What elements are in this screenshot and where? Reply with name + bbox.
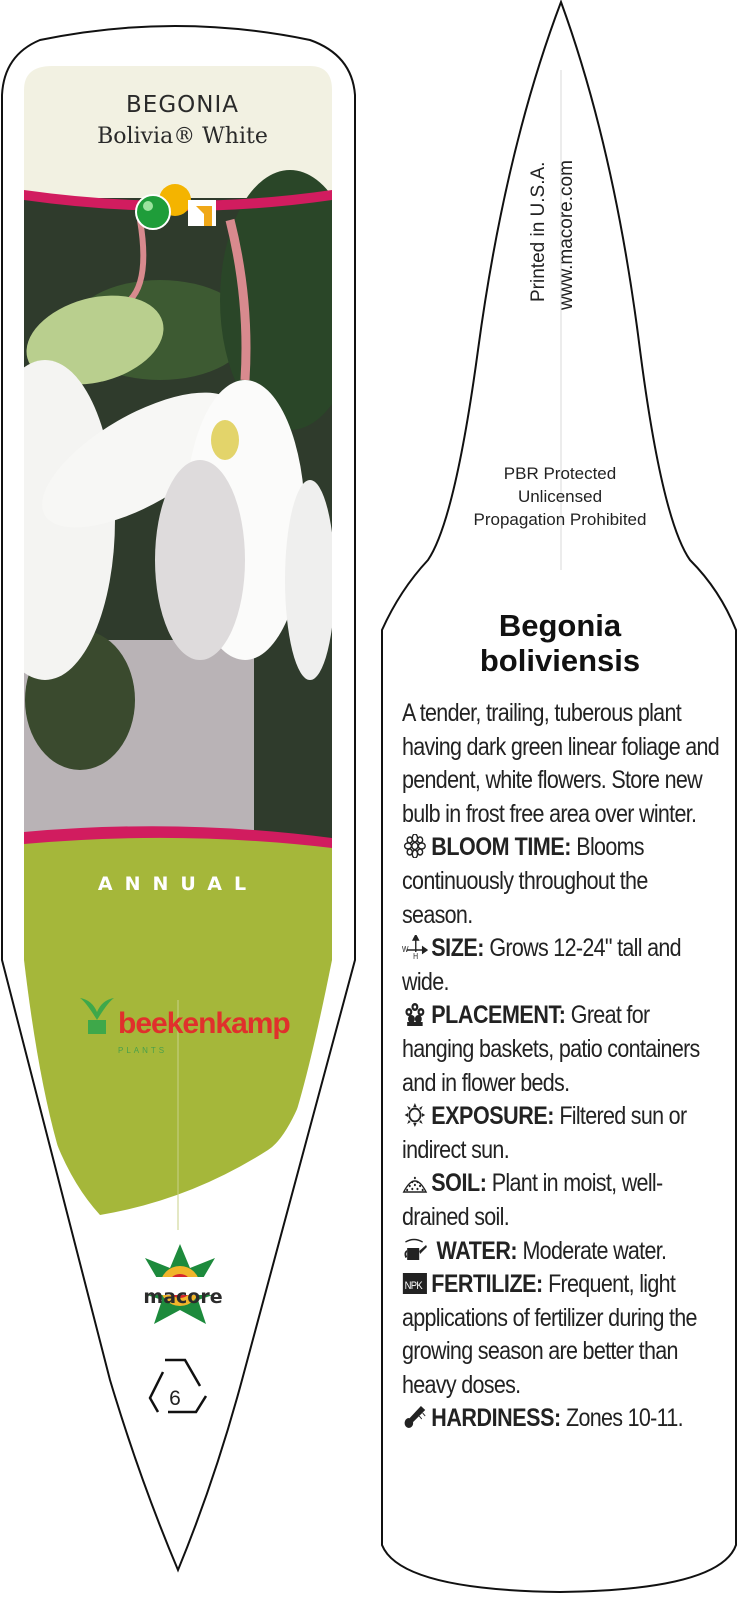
care-item xyxy=(402,999,722,1100)
size-icon xyxy=(402,935,428,959)
pbr-notice xyxy=(440,462,680,531)
pbr-line-1: PBR Protected xyxy=(503,464,617,483)
pbr-line-3: Propagation Prohibited xyxy=(473,510,647,529)
species-epithet: boliviensis xyxy=(479,643,641,678)
svg-text:NPK: NPK xyxy=(404,1280,422,1293)
brand-name: beekenkamp xyxy=(118,1007,290,1040)
care-item xyxy=(402,1402,722,1436)
url-line: www.macore.com xyxy=(556,160,577,310)
plant-size-icon xyxy=(188,200,216,226)
care-text: Grows 12-24" tall and wide. xyxy=(402,934,681,996)
recycle-number: 6 xyxy=(169,1387,181,1410)
variety-name: Bolivia® White xyxy=(97,124,268,149)
description: A tender, trailing, tuberous plant having dark green linear foliage and pendent, white flowers. Store new bulb in frost free area over winter. xyxy=(402,699,720,828)
brand-subtitle: PLANTS xyxy=(118,1046,168,1055)
care-item xyxy=(402,1268,722,1402)
care-text: Filtered sun or indirect sun. xyxy=(402,1102,687,1164)
print-line: Printed in U.S.A. xyxy=(528,161,549,302)
flower-icon xyxy=(402,834,428,858)
care-item xyxy=(402,1100,722,1167)
care-label: HARDINESS: xyxy=(431,1404,561,1433)
npk-icon xyxy=(402,1271,428,1295)
placement-icon xyxy=(402,1002,428,1026)
soil-icon xyxy=(402,1170,428,1194)
thermometer-icon xyxy=(402,1405,428,1429)
care-item xyxy=(402,1235,722,1269)
svg-text:W: W xyxy=(402,944,408,955)
care-item xyxy=(402,831,722,932)
care-text: Moderate water. xyxy=(522,1236,667,1265)
care-text: Frequent, light applications of fertilizer during the growing season are better than heavy doses. xyxy=(402,1270,697,1399)
care-label: SOIL: xyxy=(431,1169,487,1198)
plant-name: BEGONIA xyxy=(126,92,239,118)
care-label: EXPOSURE: xyxy=(431,1102,555,1131)
pbr-line-2: Unlicensed xyxy=(517,487,603,506)
care-text: Great for hanging baskets, patio containers and in flower beds. xyxy=(402,1001,700,1097)
species-name xyxy=(400,608,720,678)
category-label: ANNUAL xyxy=(97,873,259,895)
care-item xyxy=(402,932,722,999)
care-text: Plant in moist, well-drained soil. xyxy=(402,1169,663,1231)
species-genus: Begonia xyxy=(498,608,622,643)
care-item xyxy=(402,1167,722,1234)
care-text: Zones 10-11. xyxy=(566,1404,683,1433)
care-text: Blooms continuously throughout the season. xyxy=(402,833,648,929)
care-label: WATER: xyxy=(436,1236,518,1265)
care-label: BLOOM TIME: xyxy=(431,833,572,862)
sun-icon xyxy=(402,1103,428,1127)
care-label: PLACEMENT: xyxy=(431,1001,566,1030)
watering-can-icon xyxy=(402,1238,428,1262)
maker-logo-text: macore xyxy=(143,1286,223,1308)
care-label: SIZE: xyxy=(431,934,485,963)
svg-text:H: H xyxy=(413,951,418,960)
care-info xyxy=(402,697,722,1436)
care-label: FERTILIZE: xyxy=(431,1270,543,1299)
